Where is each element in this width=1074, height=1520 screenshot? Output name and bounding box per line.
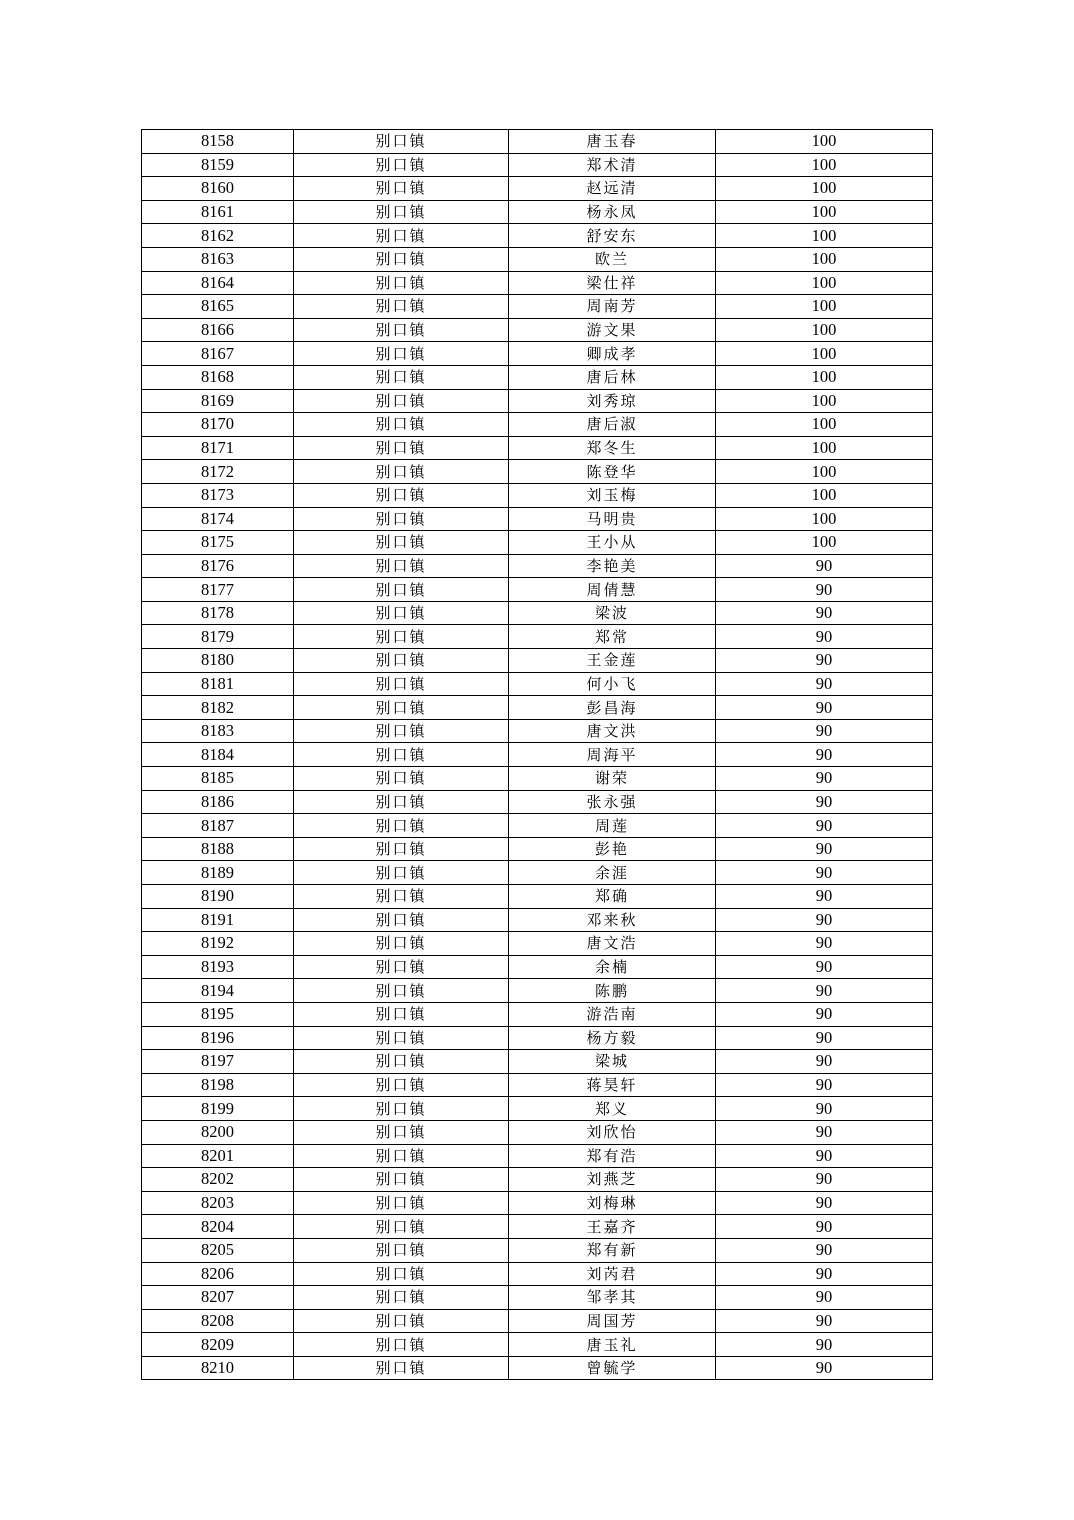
cell-town: 别口镇 [294, 130, 509, 154]
cell-amount: 90 [716, 554, 933, 578]
cell-amount: 100 [716, 436, 933, 460]
table-row [142, 271, 933, 295]
cell-name: 唐文浩 [509, 932, 716, 956]
cell-amount: 100 [716, 365, 933, 389]
cell-serial-number: 8182 [142, 696, 294, 720]
cell-name: 欧兰 [509, 247, 716, 271]
table-row [142, 625, 933, 649]
cell-town: 别口镇 [294, 1262, 509, 1286]
cell-serial-number: 8207 [142, 1286, 294, 1310]
cell-serial-number: 8178 [142, 601, 294, 625]
cell-amount: 100 [716, 224, 933, 248]
roster-table-body [142, 130, 933, 1380]
cell-town: 别口镇 [294, 861, 509, 885]
cell-amount: 90 [716, 625, 933, 649]
cell-name: 舒安东 [509, 224, 716, 248]
cell-name: 刘梅琳 [509, 1191, 716, 1215]
cell-name: 郑有浩 [509, 1144, 716, 1168]
table-row [142, 507, 933, 531]
cell-amount: 90 [716, 743, 933, 767]
cell-town: 别口镇 [294, 200, 509, 224]
cell-town: 别口镇 [294, 719, 509, 743]
cell-name: 杨方毅 [509, 1026, 716, 1050]
cell-serial-number: 8158 [142, 130, 294, 154]
cell-name: 卿成孝 [509, 342, 716, 366]
cell-name: 张永强 [509, 790, 716, 814]
cell-town: 别口镇 [294, 885, 509, 909]
cell-name: 周莲 [509, 814, 716, 838]
cell-name: 刘秀琼 [509, 389, 716, 413]
cell-name: 唐玉礼 [509, 1333, 716, 1357]
cell-amount: 90 [716, 1002, 933, 1026]
cell-serial-number: 8196 [142, 1026, 294, 1050]
cell-serial-number: 8175 [142, 531, 294, 555]
cell-serial-number: 8163 [142, 247, 294, 271]
cell-name: 邹孝其 [509, 1286, 716, 1310]
cell-serial-number: 8174 [142, 507, 294, 531]
cell-name: 梁仕祥 [509, 271, 716, 295]
cell-amount: 90 [716, 601, 933, 625]
cell-town: 别口镇 [294, 460, 509, 484]
cell-name: 刘玉梅 [509, 483, 716, 507]
cell-town: 别口镇 [294, 1333, 509, 1357]
cell-serial-number: 8168 [142, 365, 294, 389]
cell-town: 别口镇 [294, 1120, 509, 1144]
cell-serial-number: 8167 [142, 342, 294, 366]
cell-town: 别口镇 [294, 837, 509, 861]
cell-serial-number: 8206 [142, 1262, 294, 1286]
cell-serial-number: 8159 [142, 153, 294, 177]
table-row [142, 885, 933, 909]
cell-town: 别口镇 [294, 177, 509, 201]
cell-town: 别口镇 [294, 743, 509, 767]
cell-town: 别口镇 [294, 389, 509, 413]
cell-amount: 100 [716, 389, 933, 413]
cell-town: 别口镇 [294, 696, 509, 720]
cell-town: 别口镇 [294, 672, 509, 696]
cell-amount: 90 [716, 672, 933, 696]
table-row [142, 1026, 933, 1050]
table-row [142, 1286, 933, 1310]
cell-name: 梁城 [509, 1050, 716, 1074]
cell-serial-number: 8202 [142, 1168, 294, 1192]
cell-name: 郑常 [509, 625, 716, 649]
cell-name: 游文果 [509, 318, 716, 342]
cell-serial-number: 8184 [142, 743, 294, 767]
cell-serial-number: 8192 [142, 932, 294, 956]
cell-amount: 90 [716, 908, 933, 932]
cell-amount: 90 [716, 1238, 933, 1262]
cell-serial-number: 8179 [142, 625, 294, 649]
cell-serial-number: 8190 [142, 885, 294, 909]
cell-serial-number: 8171 [142, 436, 294, 460]
cell-amount: 90 [716, 837, 933, 861]
cell-serial-number: 8169 [142, 389, 294, 413]
cell-serial-number: 8173 [142, 483, 294, 507]
cell-serial-number: 8177 [142, 578, 294, 602]
cell-name: 唐后林 [509, 365, 716, 389]
table-row [142, 1215, 933, 1239]
cell-name: 唐后淑 [509, 413, 716, 437]
cell-name: 马明贵 [509, 507, 716, 531]
table-row [142, 1073, 933, 1097]
roster-table [141, 129, 933, 1380]
cell-town: 别口镇 [294, 318, 509, 342]
cell-serial-number: 8176 [142, 554, 294, 578]
cell-town: 别口镇 [294, 979, 509, 1003]
table-row [142, 531, 933, 555]
cell-name: 郑有新 [509, 1238, 716, 1262]
cell-amount: 100 [716, 483, 933, 507]
cell-serial-number: 8172 [142, 460, 294, 484]
cell-amount: 90 [716, 861, 933, 885]
cell-town: 别口镇 [294, 247, 509, 271]
cell-town: 别口镇 [294, 554, 509, 578]
cell-serial-number: 8180 [142, 649, 294, 673]
cell-name: 赵远清 [509, 177, 716, 201]
cell-town: 别口镇 [294, 507, 509, 531]
table-row [142, 1002, 933, 1026]
cell-name: 游浩南 [509, 1002, 716, 1026]
cell-serial-number: 8208 [142, 1309, 294, 1333]
table-row [142, 460, 933, 484]
table-row [142, 342, 933, 366]
cell-name: 周国芳 [509, 1309, 716, 1333]
cell-amount: 90 [716, 885, 933, 909]
cell-name: 刘燕芝 [509, 1168, 716, 1192]
table-row [142, 365, 933, 389]
cell-amount: 90 [716, 578, 933, 602]
table-row [142, 1050, 933, 1074]
cell-town: 别口镇 [294, 342, 509, 366]
table-row [142, 837, 933, 861]
cell-town: 别口镇 [294, 1050, 509, 1074]
cell-name: 邓来秋 [509, 908, 716, 932]
cell-serial-number: 8161 [142, 200, 294, 224]
cell-town: 别口镇 [294, 483, 509, 507]
table-row [142, 601, 933, 625]
cell-serial-number: 8197 [142, 1050, 294, 1074]
cell-amount: 100 [716, 507, 933, 531]
table-row [142, 1168, 933, 1192]
cell-amount: 100 [716, 130, 933, 154]
cell-town: 别口镇 [294, 224, 509, 248]
cell-amount: 90 [716, 1097, 933, 1121]
table-row [142, 1238, 933, 1262]
cell-amount: 100 [716, 247, 933, 271]
cell-amount: 90 [716, 696, 933, 720]
cell-serial-number: 8160 [142, 177, 294, 201]
table-row [142, 318, 933, 342]
cell-town: 别口镇 [294, 932, 509, 956]
cell-town: 别口镇 [294, 1144, 509, 1168]
table-row [142, 672, 933, 696]
cell-name: 周海平 [509, 743, 716, 767]
cell-town: 别口镇 [294, 908, 509, 932]
cell-town: 别口镇 [294, 365, 509, 389]
cell-town: 别口镇 [294, 649, 509, 673]
table-row [142, 719, 933, 743]
cell-name: 梁波 [509, 601, 716, 625]
table-row [142, 436, 933, 460]
cell-amount: 90 [716, 1120, 933, 1144]
cell-serial-number: 8164 [142, 271, 294, 295]
table-row [142, 979, 933, 1003]
cell-town: 别口镇 [294, 1238, 509, 1262]
cell-name: 唐文洪 [509, 719, 716, 743]
cell-serial-number: 8210 [142, 1356, 294, 1380]
table-row [142, 413, 933, 437]
table-row [142, 790, 933, 814]
cell-town: 别口镇 [294, 531, 509, 555]
cell-town: 别口镇 [294, 1002, 509, 1026]
cell-town: 别口镇 [294, 295, 509, 319]
table-row [142, 1191, 933, 1215]
cell-town: 别口镇 [294, 1026, 509, 1050]
cell-town: 别口镇 [294, 601, 509, 625]
cell-town: 别口镇 [294, 767, 509, 791]
cell-serial-number: 8170 [142, 413, 294, 437]
cell-name: 周倩慧 [509, 578, 716, 602]
table-row [142, 696, 933, 720]
cell-serial-number: 8183 [142, 719, 294, 743]
table-row [142, 908, 933, 932]
table-row [142, 554, 933, 578]
cell-town: 别口镇 [294, 1097, 509, 1121]
cell-name: 刘芮君 [509, 1262, 716, 1286]
cell-name: 彭艳 [509, 837, 716, 861]
cell-name: 周南芳 [509, 295, 716, 319]
cell-amount: 100 [716, 531, 933, 555]
cell-serial-number: 8187 [142, 814, 294, 838]
cell-name: 谢荣 [509, 767, 716, 791]
cell-serial-number: 8199 [142, 1097, 294, 1121]
cell-name: 彭昌海 [509, 696, 716, 720]
cell-name: 刘欣怡 [509, 1120, 716, 1144]
table-row [142, 1120, 933, 1144]
cell-amount: 90 [716, 955, 933, 979]
cell-amount: 90 [716, 1286, 933, 1310]
table-row [142, 295, 933, 319]
cell-town: 别口镇 [294, 436, 509, 460]
cell-serial-number: 8200 [142, 1120, 294, 1144]
table-row [142, 200, 933, 224]
table-row [142, 861, 933, 885]
cell-amount: 90 [716, 1026, 933, 1050]
table-row [142, 1144, 933, 1168]
cell-amount: 100 [716, 342, 933, 366]
cell-name: 郑术清 [509, 153, 716, 177]
cell-amount: 100 [716, 153, 933, 177]
cell-amount: 90 [716, 1356, 933, 1380]
cell-town: 别口镇 [294, 955, 509, 979]
cell-amount: 100 [716, 177, 933, 201]
cell-serial-number: 8205 [142, 1238, 294, 1262]
cell-name: 郑确 [509, 885, 716, 909]
table-row [142, 224, 933, 248]
table-row [142, 767, 933, 791]
table-row [142, 1097, 933, 1121]
cell-town: 别口镇 [294, 625, 509, 649]
cell-town: 别口镇 [294, 578, 509, 602]
cell-town: 别口镇 [294, 1168, 509, 1192]
cell-serial-number: 8165 [142, 295, 294, 319]
cell-serial-number: 8189 [142, 861, 294, 885]
cell-amount: 90 [716, 649, 933, 673]
cell-amount: 100 [716, 295, 933, 319]
cell-amount: 100 [716, 460, 933, 484]
cell-serial-number: 8191 [142, 908, 294, 932]
cell-serial-number: 8209 [142, 1333, 294, 1357]
cell-amount: 90 [716, 814, 933, 838]
cell-name: 郑义 [509, 1097, 716, 1121]
cell-town: 别口镇 [294, 1309, 509, 1333]
cell-serial-number: 8198 [142, 1073, 294, 1097]
cell-name: 王金莲 [509, 649, 716, 673]
cell-serial-number: 8194 [142, 979, 294, 1003]
cell-serial-number: 8186 [142, 790, 294, 814]
cell-name: 蒋昊轩 [509, 1073, 716, 1097]
cell-town: 别口镇 [294, 1215, 509, 1239]
table-row [142, 389, 933, 413]
cell-name: 李艳美 [509, 554, 716, 578]
cell-amount: 90 [716, 979, 933, 1003]
cell-amount: 90 [716, 790, 933, 814]
cell-amount: 90 [716, 1144, 933, 1168]
cell-name: 余楠 [509, 955, 716, 979]
cell-serial-number: 8203 [142, 1191, 294, 1215]
table-row [142, 578, 933, 602]
table-row [142, 743, 933, 767]
cell-amount: 90 [716, 719, 933, 743]
cell-amount: 90 [716, 1309, 933, 1333]
cell-name: 王嘉齐 [509, 1215, 716, 1239]
table-row [142, 955, 933, 979]
cell-serial-number: 8185 [142, 767, 294, 791]
cell-name: 杨永凤 [509, 200, 716, 224]
cell-amount: 90 [716, 1333, 933, 1357]
cell-amount: 90 [716, 1262, 933, 1286]
table-row [142, 814, 933, 838]
cell-serial-number: 8195 [142, 1002, 294, 1026]
cell-serial-number: 8204 [142, 1215, 294, 1239]
cell-serial-number: 8193 [142, 955, 294, 979]
table-row [142, 130, 933, 154]
table-row [142, 932, 933, 956]
cell-serial-number: 8201 [142, 1144, 294, 1168]
cell-serial-number: 8181 [142, 672, 294, 696]
cell-amount: 100 [716, 271, 933, 295]
table-row [142, 153, 933, 177]
cell-amount: 90 [716, 767, 933, 791]
cell-name: 陈鹏 [509, 979, 716, 1003]
cell-town: 别口镇 [294, 814, 509, 838]
cell-name: 陈登华 [509, 460, 716, 484]
cell-town: 别口镇 [294, 1191, 509, 1215]
cell-serial-number: 8188 [142, 837, 294, 861]
cell-name: 余涯 [509, 861, 716, 885]
cell-name: 曾毓学 [509, 1356, 716, 1380]
table-row [142, 1262, 933, 1286]
table-row [142, 247, 933, 271]
cell-town: 别口镇 [294, 790, 509, 814]
cell-amount: 90 [716, 932, 933, 956]
cell-name: 王小从 [509, 531, 716, 555]
table-row [142, 649, 933, 673]
cell-town: 别口镇 [294, 153, 509, 177]
cell-town: 别口镇 [294, 413, 509, 437]
cell-amount: 90 [716, 1191, 933, 1215]
table-row [142, 1333, 933, 1357]
cell-name: 何小飞 [509, 672, 716, 696]
table-row [142, 483, 933, 507]
table-row [142, 1309, 933, 1333]
cell-serial-number: 8166 [142, 318, 294, 342]
cell-town: 别口镇 [294, 271, 509, 295]
cell-serial-number: 8162 [142, 224, 294, 248]
cell-amount: 100 [716, 413, 933, 437]
cell-amount: 90 [716, 1050, 933, 1074]
cell-town: 别口镇 [294, 1286, 509, 1310]
cell-amount: 90 [716, 1073, 933, 1097]
table-row [142, 177, 933, 201]
cell-name: 郑冬生 [509, 436, 716, 460]
cell-amount: 90 [716, 1168, 933, 1192]
table-row [142, 1356, 933, 1380]
cell-amount: 100 [716, 318, 933, 342]
cell-amount: 100 [716, 200, 933, 224]
cell-town: 别口镇 [294, 1356, 509, 1380]
cell-name: 唐玉春 [509, 130, 716, 154]
cell-town: 别口镇 [294, 1073, 509, 1097]
cell-amount: 90 [716, 1215, 933, 1239]
